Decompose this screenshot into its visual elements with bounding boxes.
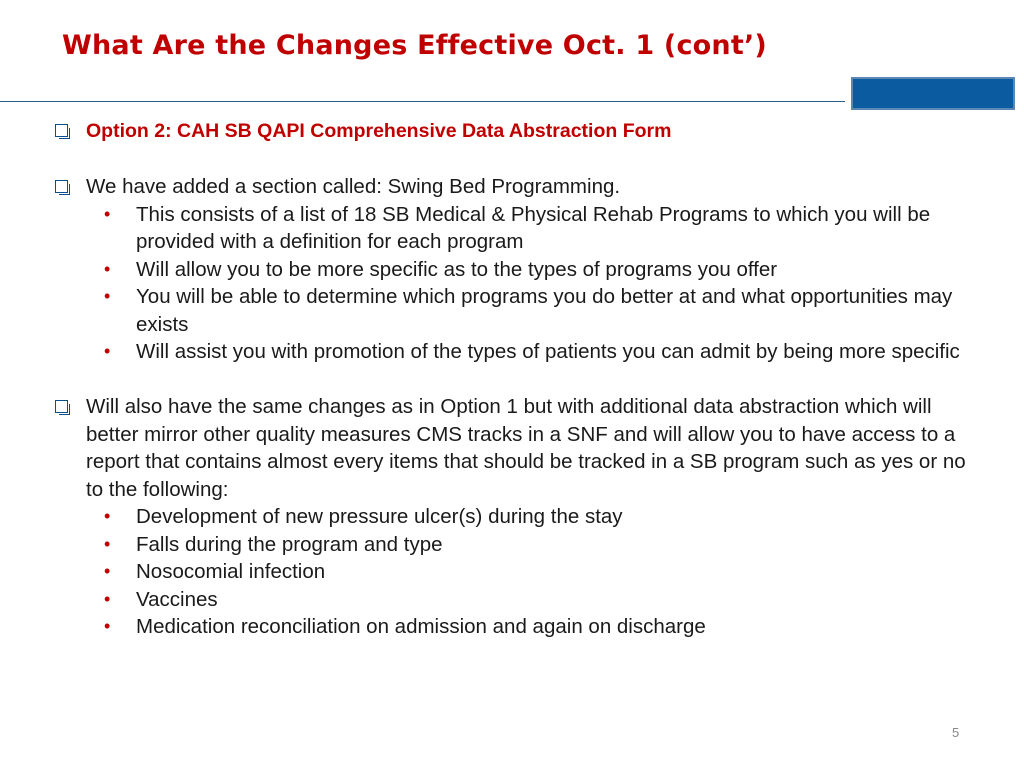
- slide-content: [54, 117, 984, 641]
- list-item: • Nosocomial infection: [104, 558, 984, 586]
- bullet-dot-icon: •: [104, 533, 111, 554]
- checkbox-bullet-icon: [55, 124, 68, 137]
- list-item: • Will allow you to be more specific as to the types of programs you offer: [104, 256, 984, 284]
- page-number: 5: [952, 725, 960, 740]
- bullet-dot-icon: •: [104, 616, 111, 636]
- list-item: • Falls during the program and type: [104, 531, 984, 559]
- checkbox-bullet-icon: [55, 400, 68, 413]
- option-heading: Option 2: CAH SB QAPI Comprehensive Data Abstraction Form: [86, 120, 672, 142]
- list-item: • Will assist you with promotion of the types of patients you can admit by being more specific: [104, 338, 984, 366]
- list-item: • This consists of a list of 18 SB Medical & Physical Rehab Programs to which you will be provided with a definition for each program: [104, 202, 931, 253]
- title-divider: [0, 101, 845, 102]
- decorative-blue-box: [851, 77, 1015, 110]
- slide-title: What Are the Changes Effective Oct. 1 (cont’): [62, 30, 767, 61]
- bullet-dot-icon: •: [104, 203, 111, 224]
- section2-bullet-list: [54, 503, 984, 641]
- section-swing-bed-programming: [54, 173, 984, 201]
- bullet-dot-icon: •: [104, 258, 111, 279]
- list-item: • You will be able to determine which programs you do better at and what opportunities may exists: [104, 285, 953, 336]
- section-text: We have added a section called: Swing Bed Programming.: [86, 175, 621, 198]
- bullet-dot-icon: •: [104, 341, 111, 361]
- bullet-dot-icon: •: [104, 561, 111, 581]
- list-item: • Vaccines: [104, 586, 984, 614]
- list-item: • Medication reconciliation on admission and again on discharge: [104, 613, 984, 641]
- section-text: Will also have the same changes as in Option 1 but with additional data abstraction which will better mirror other quality measures CMS tracks in a SNF and will allow you to have access to a report that contains almost every items that should be tracked in a SB program such as yes or no to the following:: [86, 395, 966, 501]
- section-option1-changes: [54, 393, 984, 503]
- list-item: • Development of new pressure ulcer(s) during the stay: [104, 503, 984, 531]
- bullet-dot-icon: •: [104, 588, 111, 609]
- bullet-dot-icon: •: [104, 506, 111, 526]
- checkbox-bullet-icon: [55, 180, 68, 193]
- option-heading-item: [54, 117, 984, 146]
- section1-bullet-list: [54, 201, 984, 366]
- bullet-dot-icon: •: [104, 286, 111, 306]
